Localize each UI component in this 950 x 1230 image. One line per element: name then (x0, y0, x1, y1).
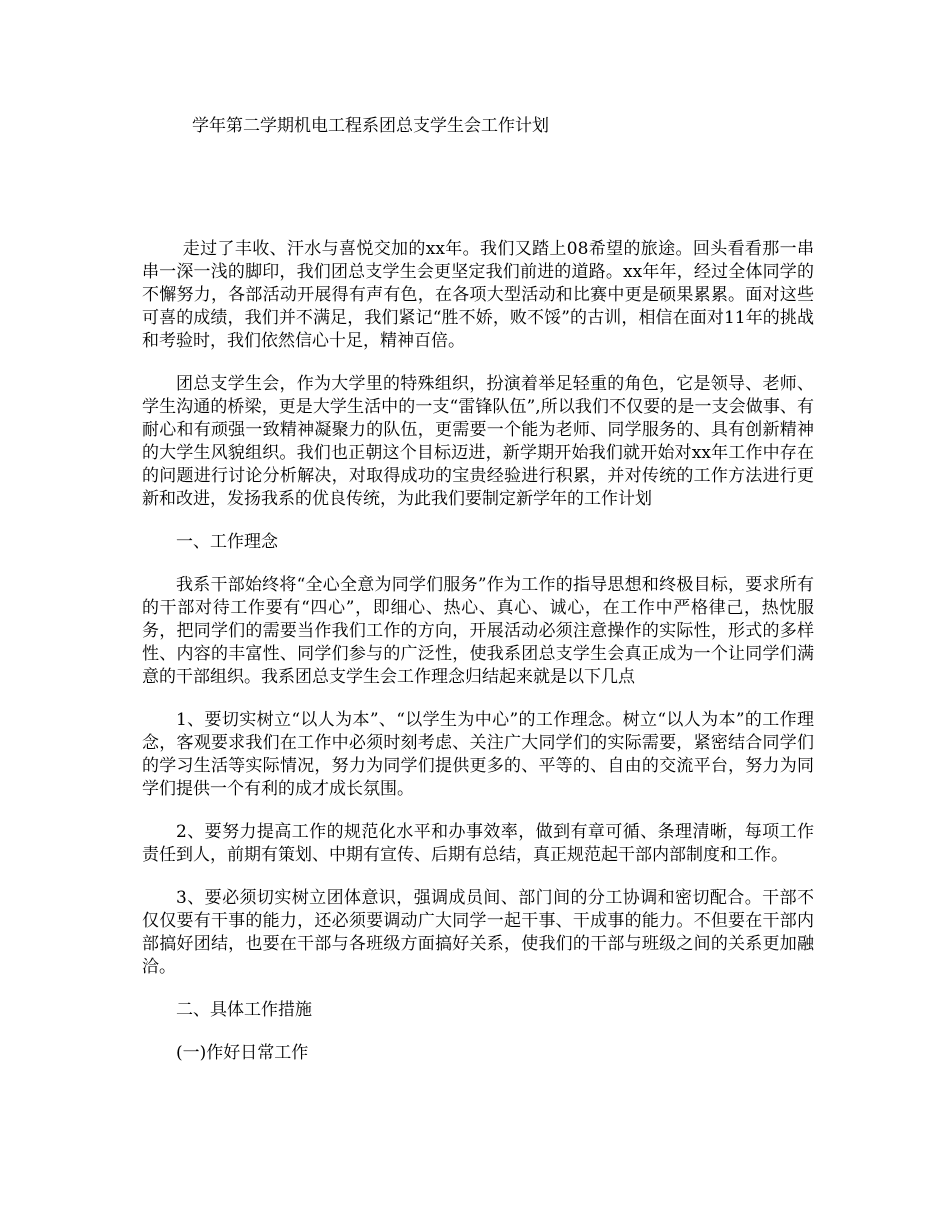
document-body (142, 238, 814, 1085)
paragraph-point-3: 3、要必须切实树立团体意识，强调成员间、部门间的分工协调和密切配合。干部不仅仅要有干事的能力，还必须要调动广大同学一起干事、干成事的能力。不但要在干部内部搞好团结，也要在干部与各班级方面搞好关系，使我们的干部与班级之间的关系更加融洽。 (142, 888, 814, 977)
section-heading-measures: 二、具体工作措施 (176, 1000, 312, 1020)
subsection-heading-daily-work: (一)作好日常工作 (176, 1043, 309, 1063)
paragraph-philosophy: 我系干部始终将“全心全意为同学们服务”作为工作的指导思想和终极目标，要求所有的干部对待工作要有“四心”，即细心、热心、真心、诚心，在工作中严格律己，热忱服务，把同学们的需要当作我们工作的方向，开展活动必须注意操作的实际性，形式的多样性、内容的丰富性、同学们参与的广泛性，使我系团总支学生会真正成为一个让同学们满意的干部组织。我系团总支学生会工作理念归结起来就是以下几点 (142, 575, 814, 687)
paragraph-organization: 团总支学生会，作为大学里的特殊组织，扮演着举足轻重的角色，它是领导、老师、学生沟通的桥梁，更是大学生活中的一支“雷锋队伍”,所以我们不仅要的是一支会做事、有耐心和有顽强一致精神凝聚力的队伍，更需要一个能为老师、同学服务的、具有创新精神的大学生风貌组织。我们也正朝这个目标迈进，新学期开始我们就开始对xx年工作中存在的问题进行讨论分析解决，对取得成功的宝贵经验进行积累，并对传统的工作方法进行更新和改进，发扬我系的优良传统，为此我们要制定新学年的工作计划 (142, 374, 814, 509)
section-heading-work-philosophy: 一、工作理念 (176, 532, 278, 552)
paragraph-point-1: 1、要切实树立“以人为本”、“以学生为中心”的工作理念。树立“以人为本”的工作理念，客观要求我们在工作中必须时刻考虑、关注广大同学们的实际需要，紧密结合同学们的学习生活等实际情况，努力为同学们提供更多的、平等的、自由的交流平台，努力为同学们提供一个有利的成才成长氛围。 (142, 710, 814, 799)
paragraph-intro: 走过了丰收、汗水与喜悦交加的xx年。我们又踏上08希望的旅途。回头看看那一串串一深一浅的脚印，我们团总支学生会更坚定我们前进的道路。xx年年，经过全体同学的不懈努力，各部活动开展得有声有色，在各项大型活动和比赛中更是硕果累累。面对这些可喜的成绩，我们并不满足，我们紧记“胜不娇，败不馁”的古训，相信在面对11年的挑战和考验时，我们依然信心十足，精神百倍。 (142, 239, 814, 351)
paragraph-point-2: 2、要努力提高工作的规范化水平和办事效率，做到有章可循、条理清晰，每项工作责任到人，前期有策划、中期有宣传、后期有总结，真正规范起干部内部制度和工作。 (142, 822, 814, 865)
document-title: 学年第二学期机电工程系团总支学生会工作计划 (192, 116, 549, 136)
